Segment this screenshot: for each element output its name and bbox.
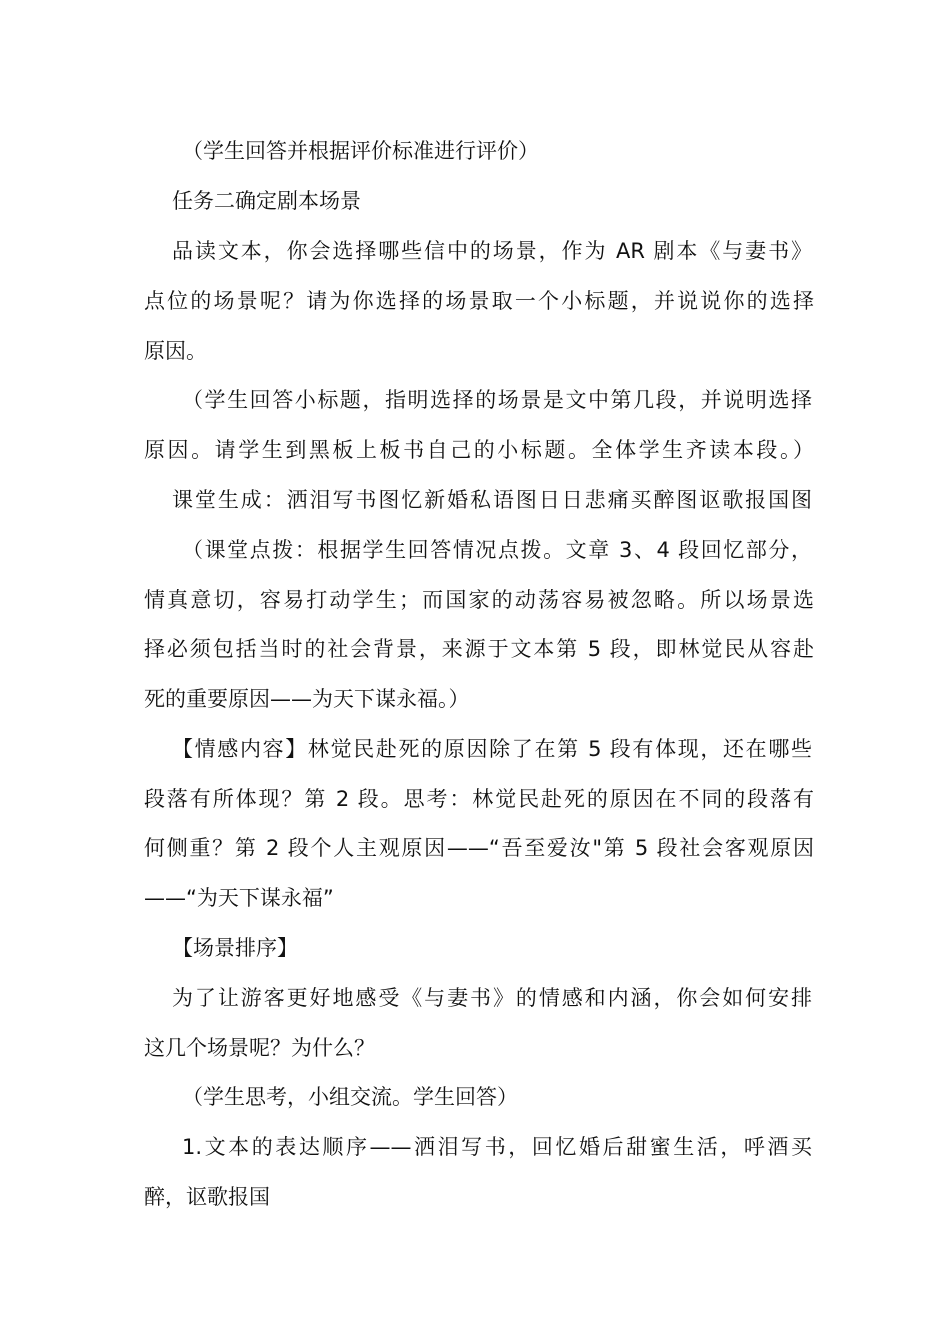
- text-line-3: 品读文本，你会选择哪些信中的场景，作为 AR 剧本《与妻书》: [172, 239, 812, 263]
- text-line-5: 原因。: [144, 339, 207, 363]
- text-line-18: 为了让游客更好地感受《与妻书》的情感和内涵，你会如何安排: [172, 986, 812, 1010]
- text-line-14: 段落有所体现？第 2 段。思考：林觉民赴死的原因在不同的段落有: [144, 787, 814, 811]
- text-line-12: 死的重要原因——为天下谋永福。）: [144, 687, 470, 711]
- text-line-4: 点位的场景呢？请为你选择的场景取一个小标题，并说说你的选择: [144, 289, 814, 313]
- text-line-15: 何侧重？第 2 段个人主观原因——“吾至爱汝"第 5 段社会客观原因: [144, 836, 814, 860]
- text-line-22: 醉，讴歌报国: [144, 1185, 270, 1209]
- text-line-20: （学生思考，小组交流。学生回答）: [182, 1085, 518, 1109]
- text-line-6: （学生回答小标题，指明选择的场景是文中第几段，并说明选择: [182, 388, 812, 412]
- text-line-9: （课堂点拨：根据学生回答情况点拨。文章 3、4 段回忆部分，: [182, 538, 812, 562]
- text-line-17: 【场景排序】: [172, 936, 298, 960]
- text-line-8: 课堂生成：洒泪写书图忆新婚私语图日日悲痛买醉图讴歌报国图: [172, 488, 812, 512]
- text-line-7: 原因。请学生到黑板上板书自己的小标题。全体学生齐读本段。）: [144, 438, 814, 462]
- text-line-1: （学生回答并根据评价标准进行评价）: [182, 139, 539, 163]
- text-line-2: 任务二确定剧本场景: [172, 189, 361, 213]
- text-line-13: 【情感内容】林觉民赴死的原因除了在第 5 段有体现，还在哪些: [172, 737, 812, 761]
- text-line-10: 情真意切，容易打动学生；而国家的动荡容易被忽略。所以场景选: [144, 588, 814, 612]
- text-line-11: 择必须包括当时的社会背景，来源于文本第 5 段，即林觉民从容赴: [144, 637, 814, 661]
- text-line-16: ——“为天下谋永福”: [144, 886, 334, 910]
- text-line-21: 1.文本的表达顺序——洒泪写书，回忆婚后甜蜜生活，呼酒买: [182, 1135, 812, 1159]
- text-line-19: 这几个场景呢？为什么？: [144, 1036, 375, 1060]
